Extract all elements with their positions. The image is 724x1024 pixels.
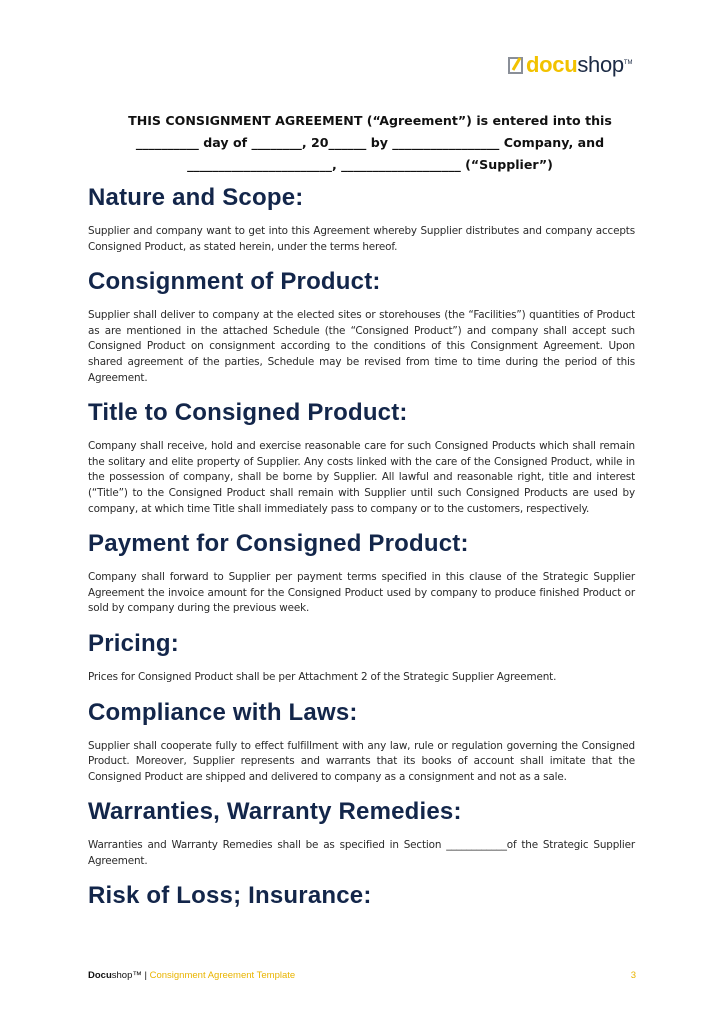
- section-heading: Pricing:: [88, 629, 179, 657]
- section-heading: Compliance with Laws:: [88, 698, 358, 726]
- section-warranties: [88, 797, 635, 869]
- section-heading: Risk of Loss; Insurance:: [88, 882, 372, 910]
- page-footer: [88, 970, 636, 981]
- logo-text-docu: docu: [526, 52, 578, 77]
- footer-separator: |: [141, 970, 150, 981]
- section-paragraph: Prices for Consigned Product shall be per Attachment 2 of the Strategic Supplier Agreement.: [88, 670, 557, 683]
- section-payment: [88, 529, 635, 617]
- intro-line-1: THIS CONSIGNMENT AGREEMENT (“Agreement”) is entered into this: [128, 113, 612, 128]
- footer-doc-title: Consignment Agreement Template: [149, 970, 296, 981]
- section-title-to-consigned-product: [88, 398, 635, 517]
- agreement-intro: [90, 110, 650, 176]
- section-risk-of-loss: [88, 881, 635, 911]
- section-heading: Warranties, Warranty Remedies:: [88, 798, 462, 826]
- section-heading: Payment for Consigned Product:: [88, 530, 469, 558]
- section-paragraph: Supplier shall deliver to company at the elected sites or storehouses (the “Facilities”) quantities of Product as are mentioned in the attached Schedule (the “Consigned Product”) and company shall accept such Consigned Product on consignment according to the conditions of this Consignment Agreement. Upon shared agreement of the parties, Schedule may be revised from time to time during the period of this Agreement.: [88, 309, 635, 384]
- section-heading: Nature and Scope:: [88, 184, 304, 211]
- intro-line-3: _______________________, ___________________ (“Supplier”): [187, 157, 553, 172]
- logo-trademark: TM: [623, 60, 633, 66]
- section-paragraph: Company shall forward to Supplier per payment terms specified in this clause of the Strategic Supplier Agreement the invoice amount for the Consigned Product used by company to produce finished Product or sold by company during the previous week.: [88, 571, 635, 615]
- section-paragraph: Supplier shall cooperate fully to effect fulfillment with any law, rule or regulation governing the Consigned Product. Moreover, Supplier represents and warrants that its books of account shall imitate that the Consigned Product are shipped and delivered to company as a consignment and not as a sale.: [88, 739, 635, 783]
- section-heading: Consignment of Product:: [88, 268, 381, 296]
- page-number: 3: [630, 970, 636, 981]
- pencil-document-icon: [508, 57, 523, 74]
- intro-line-2: __________ day of ________, 20______ by _________________ Company, and: [135, 135, 605, 150]
- section-heading: Title to Consigned Product:: [88, 399, 408, 427]
- section-pricing: [88, 629, 635, 686]
- section-compliance-with-laws: [88, 698, 635, 786]
- section-paragraph: Warranties and Warranty Remedies shall be as specified in Section ____________of the Strategic Supplier Agreement.: [88, 839, 635, 867]
- section-nature-and-scope: [88, 183, 635, 255]
- section-paragraph: Supplier and company want to get into this Agreement whereby Supplier distributes and company accepts Consigned Product, as stated herein, under the terms hereof.: [88, 225, 635, 253]
- footer-brand-title: [88, 970, 295, 981]
- docushop-logo: [508, 52, 633, 78]
- footer-brand-bold: Docu: [88, 970, 112, 981]
- section-consignment-of-product: [88, 267, 635, 386]
- footer-brand-rest: shop™: [111, 970, 142, 981]
- logo-text-shop: shop: [577, 52, 624, 77]
- section-paragraph: Company shall receive, hold and exercise reasonable care for such Consigned Products which shall remain the solitary and elite property of Supplier. Any costs linked with the care of the Consigned Product, while in the possession of company, shall be borne by Supplier. All lawful and reasonable right, title and interest (“Title”) to the Consigned Product shall remain with Supplier until such Consigned Products are used by company, at which time Title shall immediately pass to company or to the customers, respectively.: [88, 440, 635, 515]
- document-body: [88, 183, 635, 922]
